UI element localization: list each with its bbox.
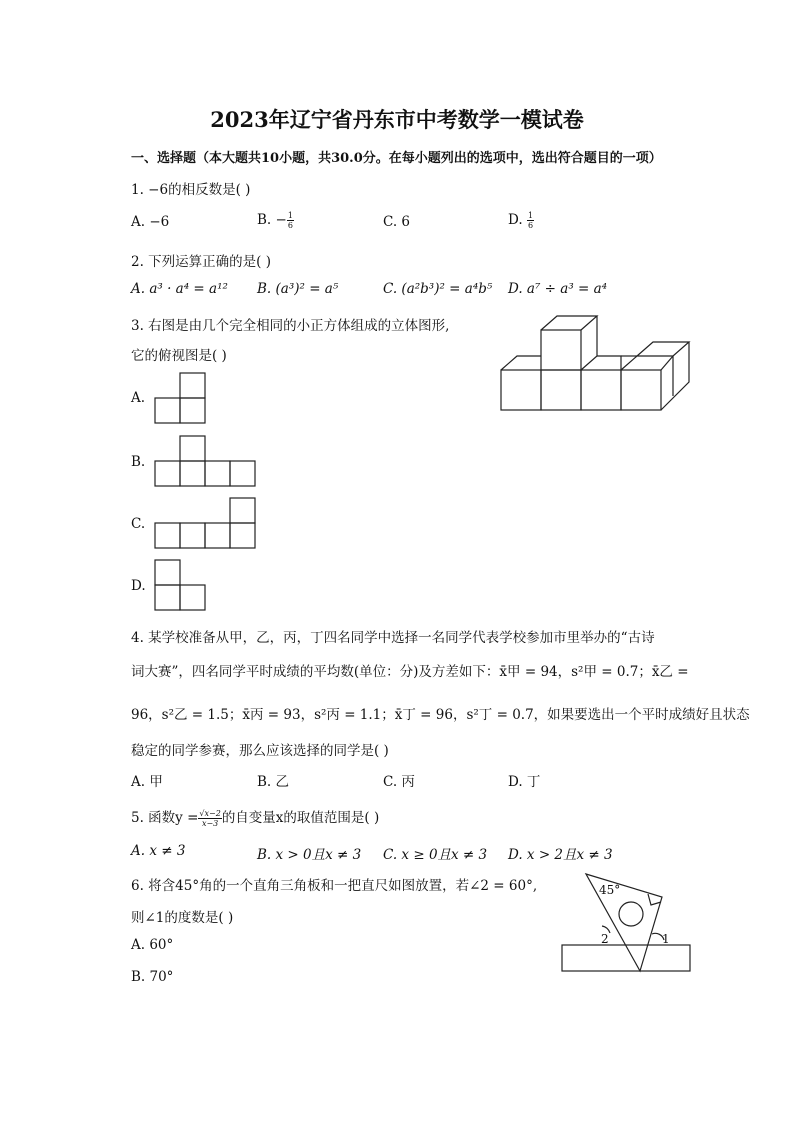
q3-option-b-label: B. [131,454,146,470]
q6-stem-line1: 6. 将含45°角的一个直角三角板和一把直尺如图放置，若∠2 = 60°, [131,878,538,894]
q3-option-c-label: C. [131,516,146,532]
q4-stem-line1: 4. 某学校准备从甲，乙，丙，丁四名同学中选择一名同学代表学校参加市里举办的“古诗 [131,630,655,646]
q2-option-a: A. a³ · a⁴ = a¹² [131,281,228,297]
q5-option-a: A. x ≠ 3 [131,843,186,859]
q3-cube-figure [500,314,692,412]
q6-triangle-ruler-figure [560,872,692,974]
q3-option-c-figure [154,497,258,549]
q3-option-d-label: D. [131,578,146,594]
q3-option-d-figure [154,559,208,611]
q6-angle-45-label: 45° [599,883,621,897]
q6-angle-2-label: 2 [601,932,609,946]
q1-option-b: B. − $\frac{1}{6}$ [257,211,293,230]
q1-option-c: C. 6 [383,214,411,230]
q4-option-b: B. 乙 [257,774,290,790]
q6-option-a: A. 60° [131,937,174,953]
q4-option-a: A. 甲 [131,774,163,790]
q2-option-c: C. (a²b³)² = a⁴b⁵ [383,281,493,297]
q2-stem: 2. 下列运算正确的是( ) [131,254,271,270]
q3-stem-line2: 它的俯视图是( ) [131,348,227,364]
q5-option-d: D. x > 2且x ≠ 3 [508,847,613,863]
q3-option-b-figure [154,435,258,487]
q3-option-a-label: A. [131,390,146,406]
q6-stem-line2: 则∠1的度数是( ) [131,910,234,926]
q4-stem-line3: 96，s²乙 = 1.5；x̄丙 = 93，s²丙 = 1.1；x̄丁 = 96，s²丁 = 0.7，如果要选出一个平时成绩好且状态 [131,707,750,723]
q6-option-b: B. 70° [131,969,174,985]
page-title: 2023年辽宁省丹东市中考数学一模试卷 [210,107,584,132]
q1-stem: 1. −6的相反数是( ) [131,182,251,198]
section-heading: 一、选择题（本大题共10小题，共30.0分。在每小题列出的选项中，选出符合题目的一项） [131,151,662,166]
q1-option-d: D. $\frac{1}{6}$ [508,211,534,230]
q4-option-d: D. 丁 [508,774,541,790]
q4-stem-line2: 词大赛”，四名同学平时成绩的平均数(单位：分)及方差如下：x̄甲 = 94，s²甲 = 0.7；x̄乙 = [131,664,689,680]
q6-angle-1-label: 1 [662,932,670,946]
q5-stem: 5. 函数y = $\frac{√x-2}{x-3}$ 的自变量x的取值范围是( ) [131,809,380,828]
q2-option-b: B. (a³)² = a⁵ [257,281,339,297]
q2-option-d: D. a⁷ ÷ a³ = a⁴ [508,281,608,297]
q5-option-c: C. x ≥ 0且x ≠ 3 [383,847,488,863]
q5-option-b: B. x > 0且x ≠ 3 [257,847,362,863]
q4-stem-line4: 稳定的同学参赛，那么应该选择的同学是( ) [131,743,389,759]
q1-option-a: A. −6 [131,214,170,230]
q3-option-a-figure [154,372,208,424]
q3-stem-line1: 3. 右图是由几个完全相同的小正方体组成的立体图形, [131,318,450,334]
q4-option-c: C. 丙 [383,774,415,790]
